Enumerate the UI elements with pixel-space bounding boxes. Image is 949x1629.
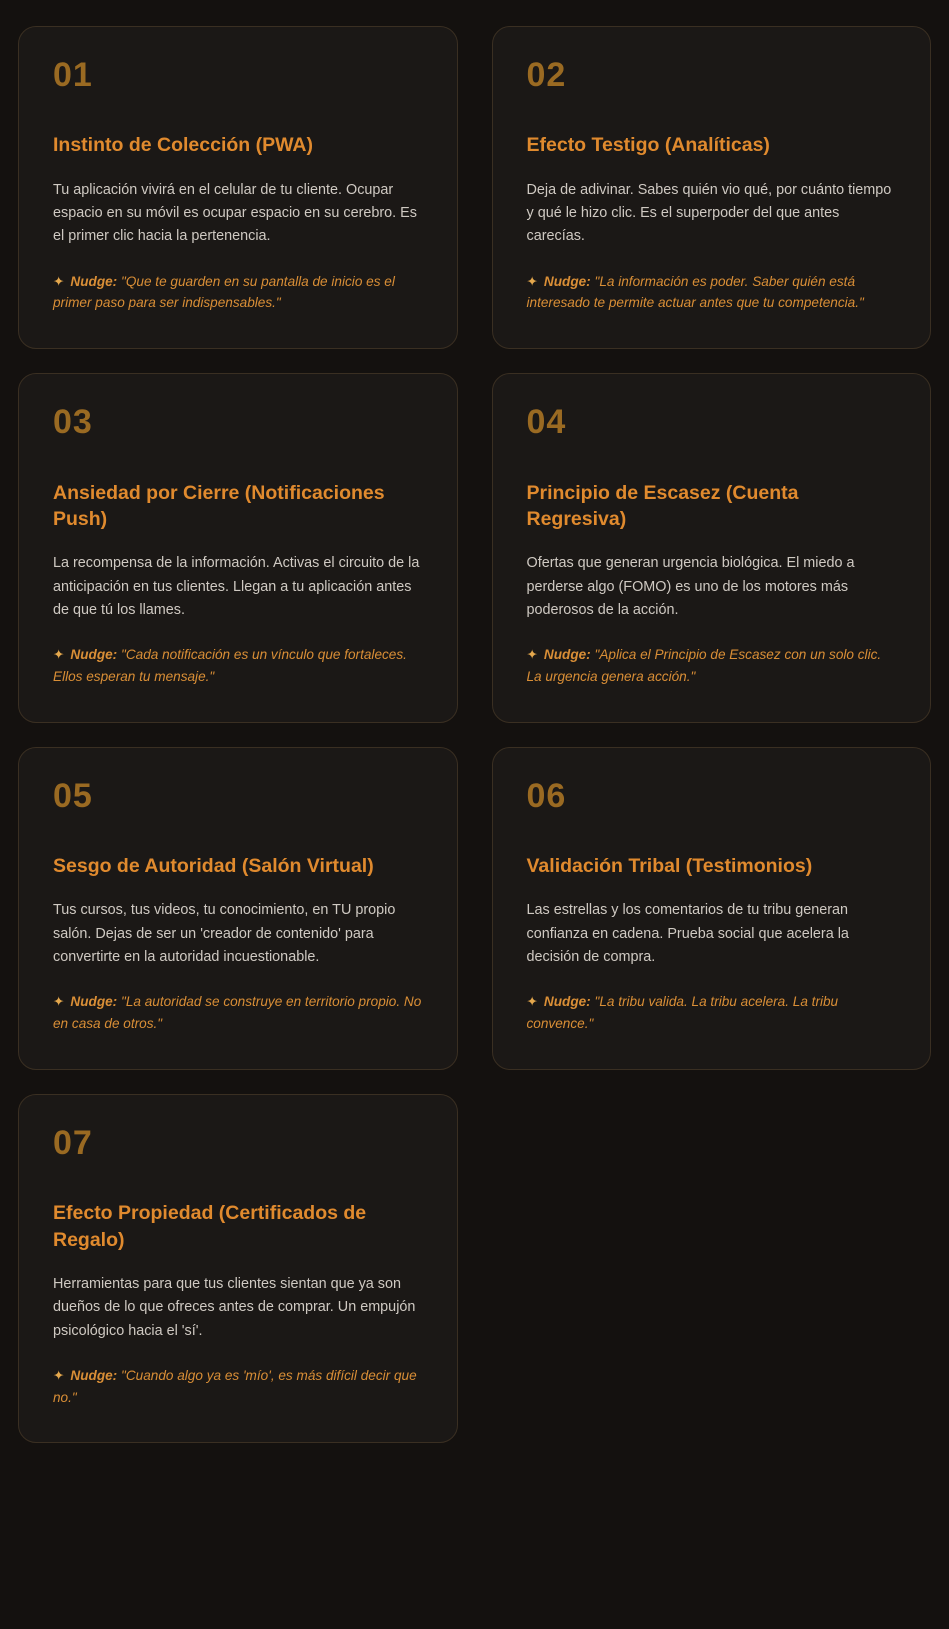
benefit-card: [492, 26, 932, 349]
nudge-text: "Cuando algo ya es 'mío', es más difícil decir que no.": [53, 1367, 417, 1405]
card-title: Ansiedad por Cierre (Notificaciones Push): [53, 481, 385, 530]
card-title: Validación Tribal (Testimonios): [526, 855, 813, 878]
card-body: Las estrellas y los comentarios de tu tribu generan confianza en cadena. Prueba social que acelera la decisión de compra.: [526, 902, 849, 966]
nudge-label: Nudge:: [70, 273, 118, 289]
card-nudge: [53, 1365, 423, 1409]
card-body: Herramientas para que tus clientes sientan que ya son dueños de lo que ofreces antes de comprar. Un empujón psicológico hacia el 'sí'.: [53, 1275, 416, 1339]
card-title: Sesgo de Autoridad (Salón Virtual): [53, 855, 374, 878]
card-number: 05: [53, 776, 93, 815]
card-title: Efecto Testigo (Analíticas): [526, 134, 770, 157]
nudge-label: Nudge:: [70, 647, 118, 663]
card-title: Instinto de Colección (PWA): [53, 134, 314, 157]
nudge-label: Nudge:: [543, 994, 591, 1010]
card-body: Deja de adivinar. Sabes quién vio qué, por cuánto tiempo y qué le hizo clic. Es el superpoder del que antes carecías.: [526, 181, 892, 245]
card-number: 02: [526, 56, 567, 94]
nudge-text: "La tribu valida. La tribu acelera. La tribu convence.": [526, 994, 839, 1032]
card-nudge: [53, 991, 423, 1035]
card-nudge: [53, 271, 423, 315]
card-number: 01: [53, 56, 93, 94]
sparkle-icon: ✦: [526, 273, 538, 289]
card-body: Tu aplicación vivirá en el celular de tu cliente. Ocupar espacio en su móvil es ocupar espacio en su cerebro. Es el primer clic hacia la pertenencia.: [53, 181, 417, 245]
card-number: 04: [526, 403, 567, 442]
card-number: 07: [53, 1123, 93, 1162]
sparkle-icon: ✦: [53, 647, 65, 663]
nudge-label: Nudge:: [543, 273, 591, 289]
card-nudge: [527, 271, 897, 315]
nudge-text: "Que te guarden en su pantalla de inicio es el primer paso para ser indispensables.": [53, 273, 395, 311]
card-nudge: [527, 991, 897, 1035]
card-number: 06: [526, 776, 567, 815]
card-number: 03: [53, 403, 93, 442]
card-title: Principio de Escasez (Cuenta Regresiva): [526, 481, 799, 530]
benefit-card: [492, 747, 932, 1070]
nudge-text: "La autoridad se construye en territorio propio. No en casa de otros.": [53, 994, 422, 1032]
card-nudge: [53, 644, 423, 688]
nudge-text: "Aplica el Principio de Escasez con un solo clic. La urgencia genera acción.": [526, 647, 882, 684]
benefit-card: [18, 1094, 458, 1444]
benefit-card: [18, 373, 458, 723]
card-body: Tus cursos, tus videos, tu conocimiento, en TU propio salón. Dejas de ser un 'creador de contenido' para convertirte en la autoridad incuestionable.: [53, 902, 396, 966]
nudge-label: Nudge:: [70, 994, 118, 1010]
card-body: Ofertas que generan urgencia biológica. El miedo a perderse algo (FOMO) es uno de los motores más poderosos de la acción.: [526, 555, 855, 618]
nudge-text: "La información es poder. Saber quién está interesado te permite actuar antes que tu competencia.": [526, 273, 864, 311]
sparkle-icon: ✦: [53, 994, 65, 1010]
benefit-card: [18, 747, 458, 1070]
card-body: La recompensa de la información. Activas el circuito de la anticipación en tus clientes. Llegan a tu aplicación antes de que tú los llames.: [53, 555, 420, 618]
card-title: Efecto Propiedad (Certificados de Regalo): [53, 1202, 367, 1251]
sparkle-icon: ✦: [53, 1367, 65, 1383]
sparkle-icon: ✦: [53, 273, 65, 289]
nudge-label: Nudge:: [543, 647, 591, 663]
benefit-card: [492, 373, 932, 723]
card-nudge: [527, 644, 897, 688]
nudge-label: Nudge:: [70, 1367, 118, 1383]
sparkle-icon: ✦: [526, 994, 538, 1010]
benefit-card: [18, 26, 458, 349]
sparkle-icon: ✦: [526, 647, 538, 663]
nudge-text: "Cada notificación es un vínculo que fortaleces. Ellos esperan tu mensaje.": [53, 647, 407, 684]
